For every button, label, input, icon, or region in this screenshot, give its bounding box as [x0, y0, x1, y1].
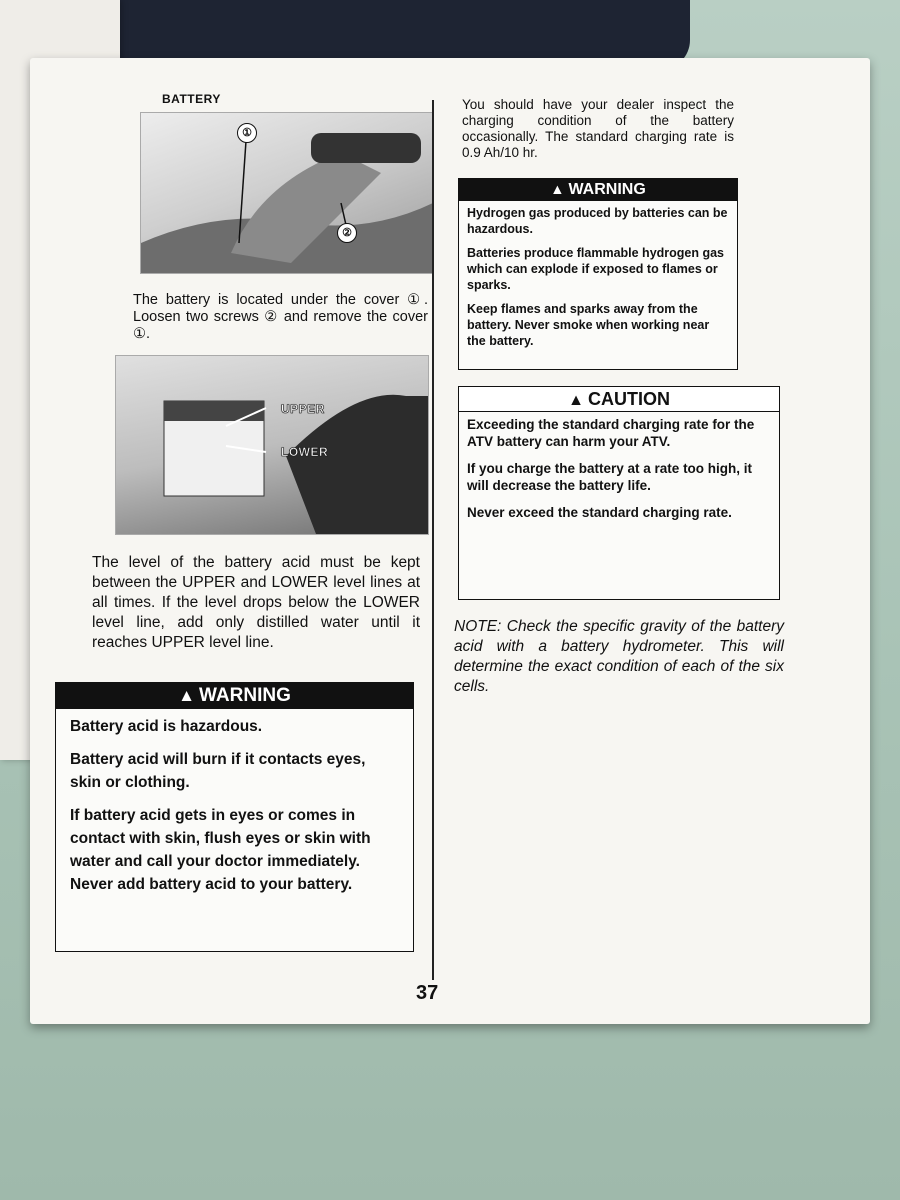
location-paragraph: The battery is located under the cover ①. Loosen two screws ② and remove the cover ①. — [133, 292, 428, 342]
caution-header — [459, 387, 779, 412]
caution-triangle-icon: ▲ — [567, 391, 585, 409]
section-heading: BATTERY — [162, 92, 221, 106]
battery-acid-warning-box — [55, 682, 414, 952]
caution-title: CAUTION — [588, 389, 671, 409]
warning-text-2: Batteries produce flammable hydrogen gas which can explode if exposed to flames or sparks. — [467, 246, 725, 292]
caution-text-2: If you charge the battery at a rate too high, it will decrease the battery life. — [467, 461, 753, 493]
battery-level-photo — [115, 355, 429, 535]
warning-text-3: Keep flames and sparks away from the battery. Never smoke when working near the battery. — [467, 302, 710, 348]
warning-title: WARNING — [568, 181, 646, 198]
upper-level-label: UPPER — [281, 402, 325, 416]
warning-text-1: Hydrogen gas produced by batteries can be hazardous. — [467, 206, 728, 236]
battery-illustration — [116, 356, 428, 534]
caution-text-3: Never exceed the standard charging rate. — [467, 505, 732, 520]
hydrometer-note: NOTE: Check the specific gravity of the battery acid with a battery hydrometer. This will determine the exact condition of each of the six cells. — [454, 618, 784, 695]
warning-text-1: Battery acid is hazardous. — [70, 718, 263, 735]
warning-header — [56, 683, 413, 709]
hydrogen-warning-box — [458, 178, 738, 370]
callout-2: ② — [337, 223, 357, 243]
warning-text-3: If battery acid gets in eyes or comes in contact with skin, flush eyes or skin with water and call your doctor immediately. Never add battery acid to your battery. — [70, 807, 371, 893]
battery-cover-photo — [140, 112, 434, 274]
callout-1: ① — [237, 123, 257, 143]
charging-caution-box — [458, 386, 780, 600]
page-number: 37 — [416, 982, 439, 1004]
atv-body-illustration — [141, 113, 433, 273]
acid-level-paragraph: The level of the battery acid must be kept between the UPPER and LOWER level lines at all times. If the level drops below the LOWER level line, add only distilled water until it reaches UPPER level line. — [92, 554, 420, 651]
warning-header — [459, 179, 737, 201]
caution-text-1: Exceeding the standard charging rate for the ATV battery can harm your ATV. — [467, 417, 755, 449]
column-divider — [432, 100, 434, 980]
warning-text-2: Battery acid will burn if it contacts eyes, skin or clothing. — [70, 751, 366, 791]
warning-triangle-icon: ▲ — [550, 182, 565, 198]
warning-triangle-icon: ▲ — [178, 686, 196, 705]
lower-level-label: LOWER — [281, 445, 329, 459]
warning-title: WARNING — [199, 685, 291, 706]
charging-intro-paragraph: You should have your dealer inspect the charging condition of the battery occasionally. The standard charging rate is 0.9 Ah/10 hr. — [462, 97, 734, 160]
